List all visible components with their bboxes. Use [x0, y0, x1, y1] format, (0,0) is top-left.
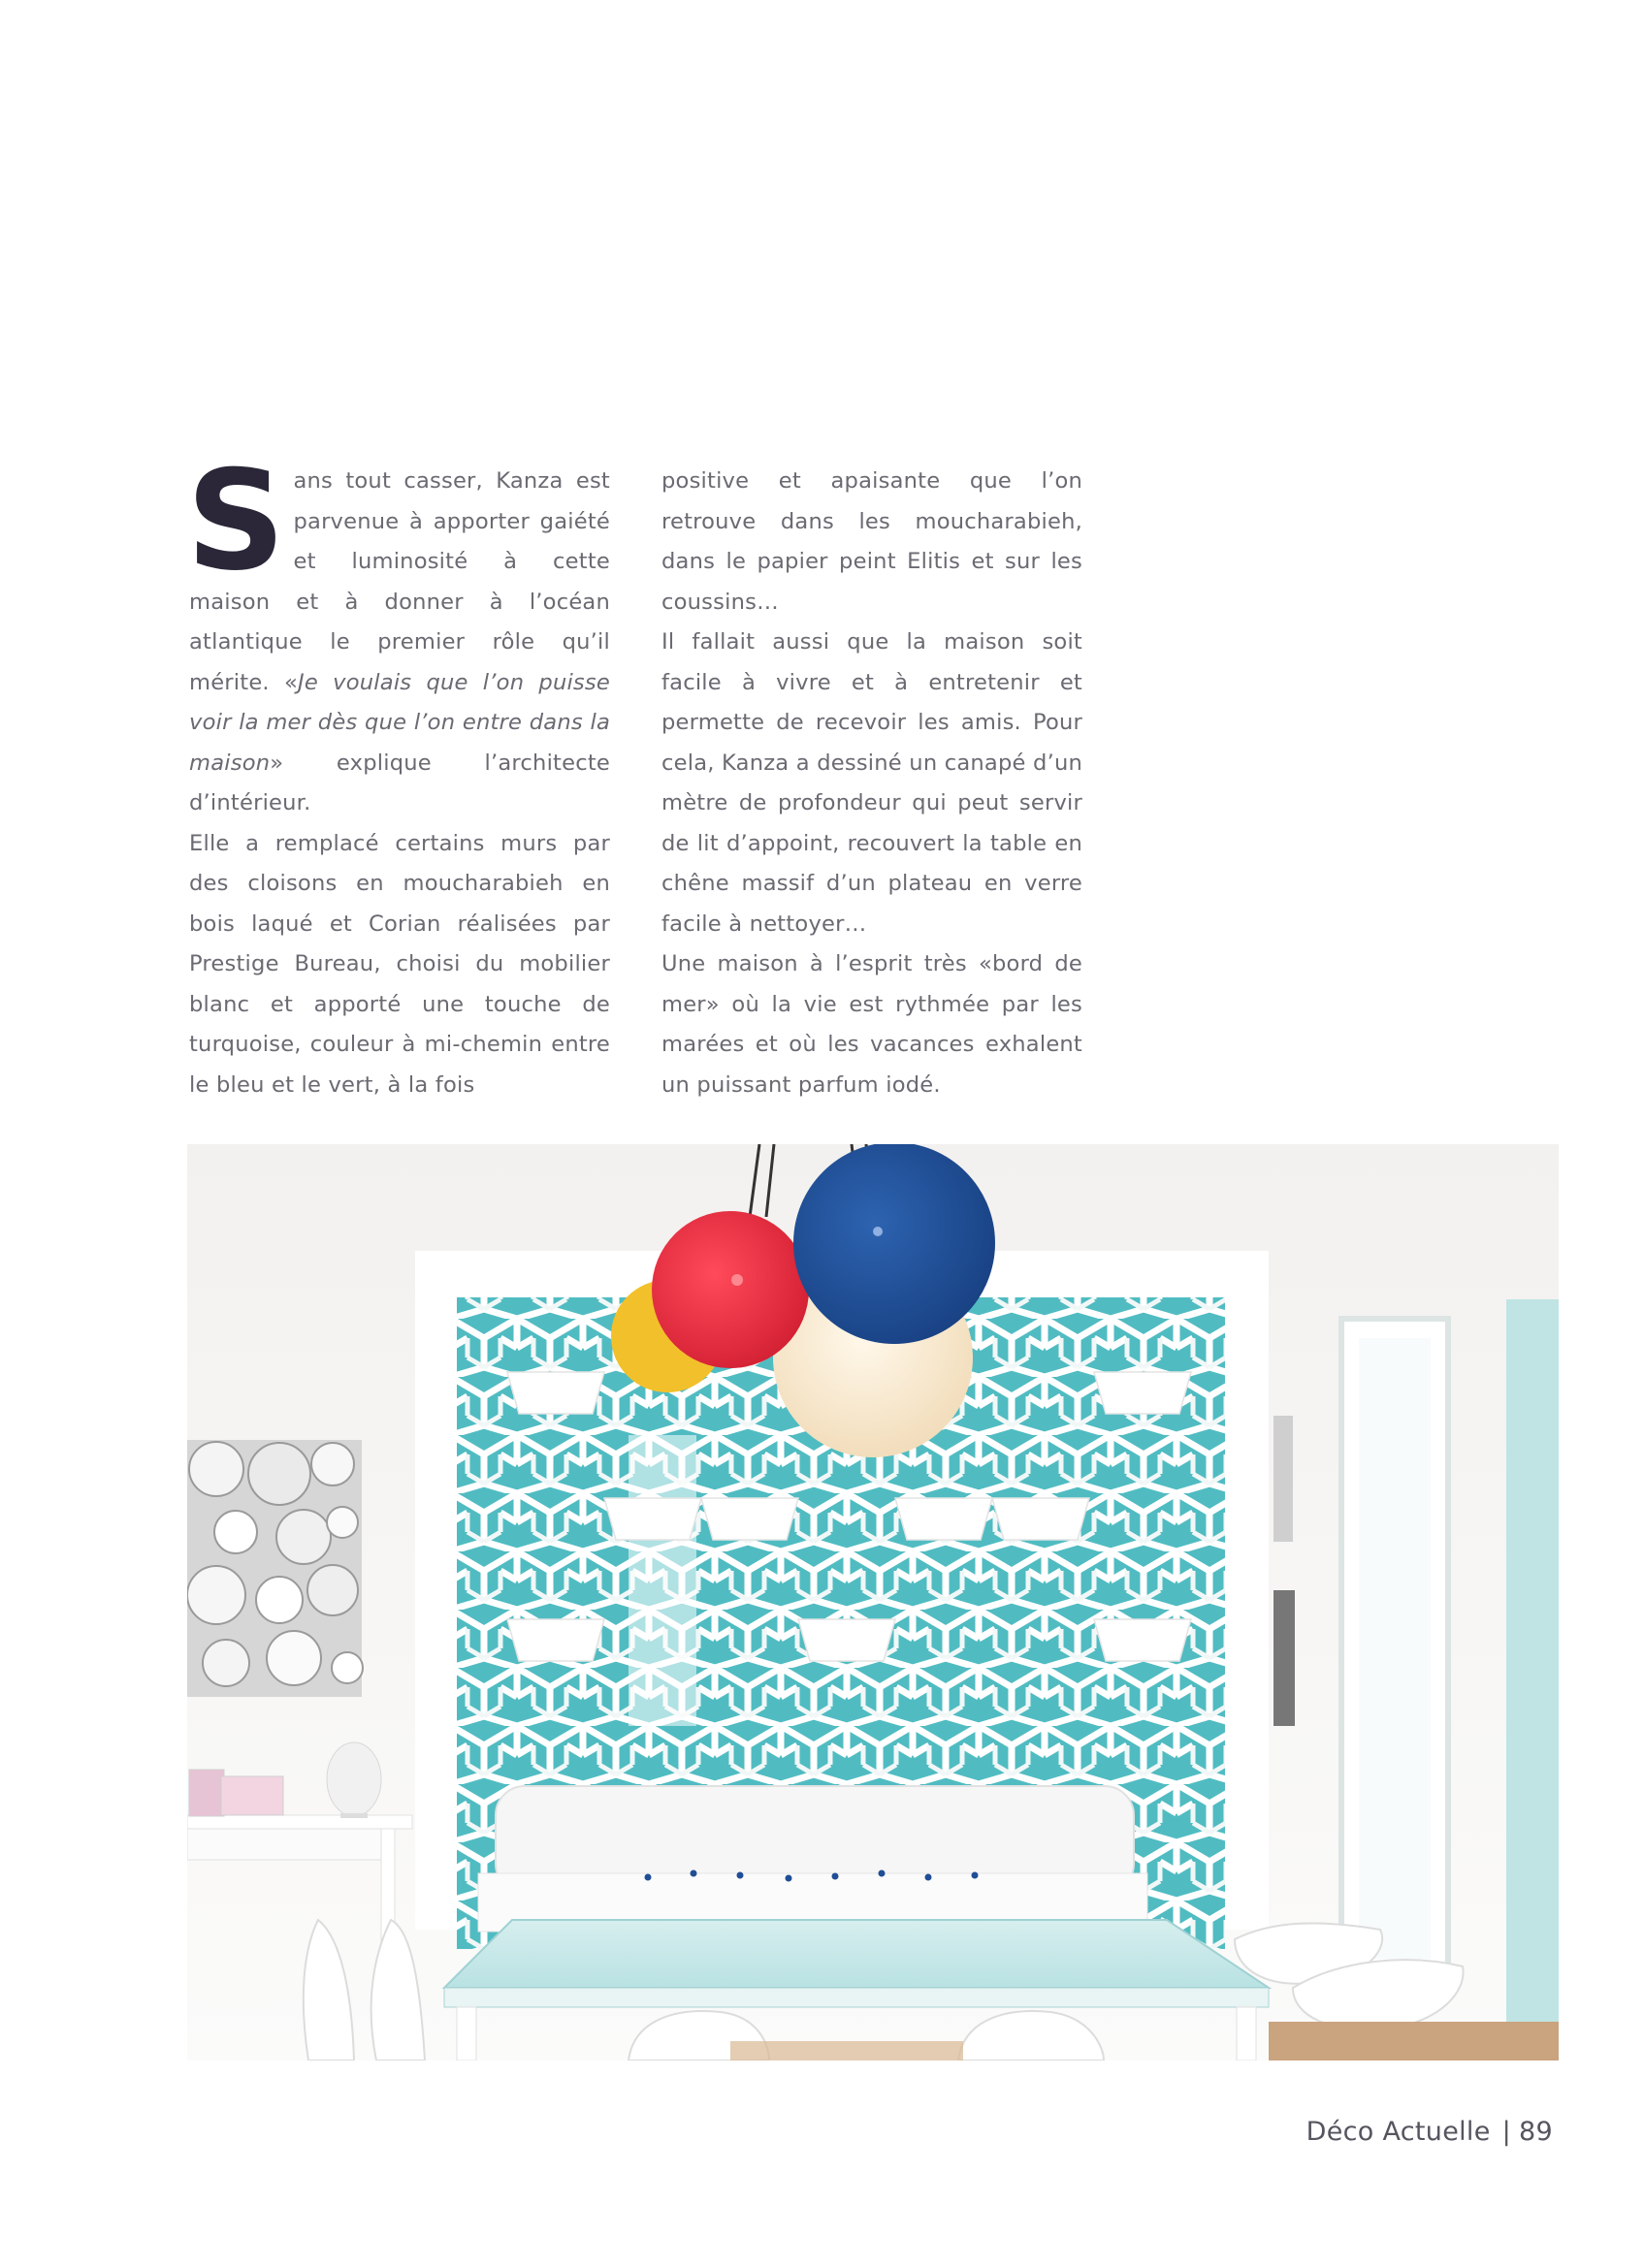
- blue-lamp: [793, 1144, 995, 1344]
- page-number: 89: [1519, 2117, 1553, 2147]
- page-footer: [1306, 2117, 1553, 2147]
- dining-room-photo: [187, 1144, 1559, 2060]
- glass-wall: [1506, 1299, 1559, 2060]
- quote-text: Je voulais que l’on puisse voir la mer dès que l’on entre dans la maison: [189, 669, 610, 776]
- article-paragraph: Il fallait aussi que la maison soit facile à vivre et à entretenir et permette de recevoir les amis. Pour cela, Kanza a dessiné un canapé d’un mètre de profondeur qui peut servir de lit d’appoint, recouvert la table en chêne massif d’un plateau en verre facile à nettoyer…: [661, 629, 1082, 937]
- red-lamp: [652, 1211, 809, 1368]
- article-column-left: [186, 441, 610, 1105]
- round-mirrors-art: [187, 1440, 363, 1697]
- article-paragraph: positive et apaisante que l’on retrouve dans les moucharabieh, dans le papier peint Elitis et sur les coussins…: [661, 468, 1082, 615]
- article-paragraph: Elle a remplacé certains murs par des cloisons en moucharabieh en bois laqué et Corian réalisées par Prestige Bureau, choisi du mobilier blanc et apporté une touche de turquoise, couleur à mi-chemin entre le bleu et le vert, à la fois: [189, 830, 610, 1098]
- drop-cap: S: [186, 441, 286, 601]
- article-paragraph: Une maison à l’esprit très «bord de mer» où la vie est rythmée par les marées et où les vacances exhalent un puissant parfum iodé.: [661, 951, 1082, 1098]
- white-sofa: [478, 1786, 1147, 1932]
- article-paragraph: [186, 441, 610, 824]
- paragraph-text: » explique l’architecte d’intérieur.: [189, 750, 610, 815]
- footer-separator: |: [1501, 2117, 1512, 2147]
- paragraph-text: ans tout casser, Kanza est parvenue à apporter gaiété et luminosité à cette maison et à donner à l’océan atlantique le premier rôle qu’il mérite. «: [189, 468, 610, 695]
- magazine-name: Déco Actuelle: [1306, 2117, 1491, 2147]
- article-column-right: [661, 462, 1082, 1105]
